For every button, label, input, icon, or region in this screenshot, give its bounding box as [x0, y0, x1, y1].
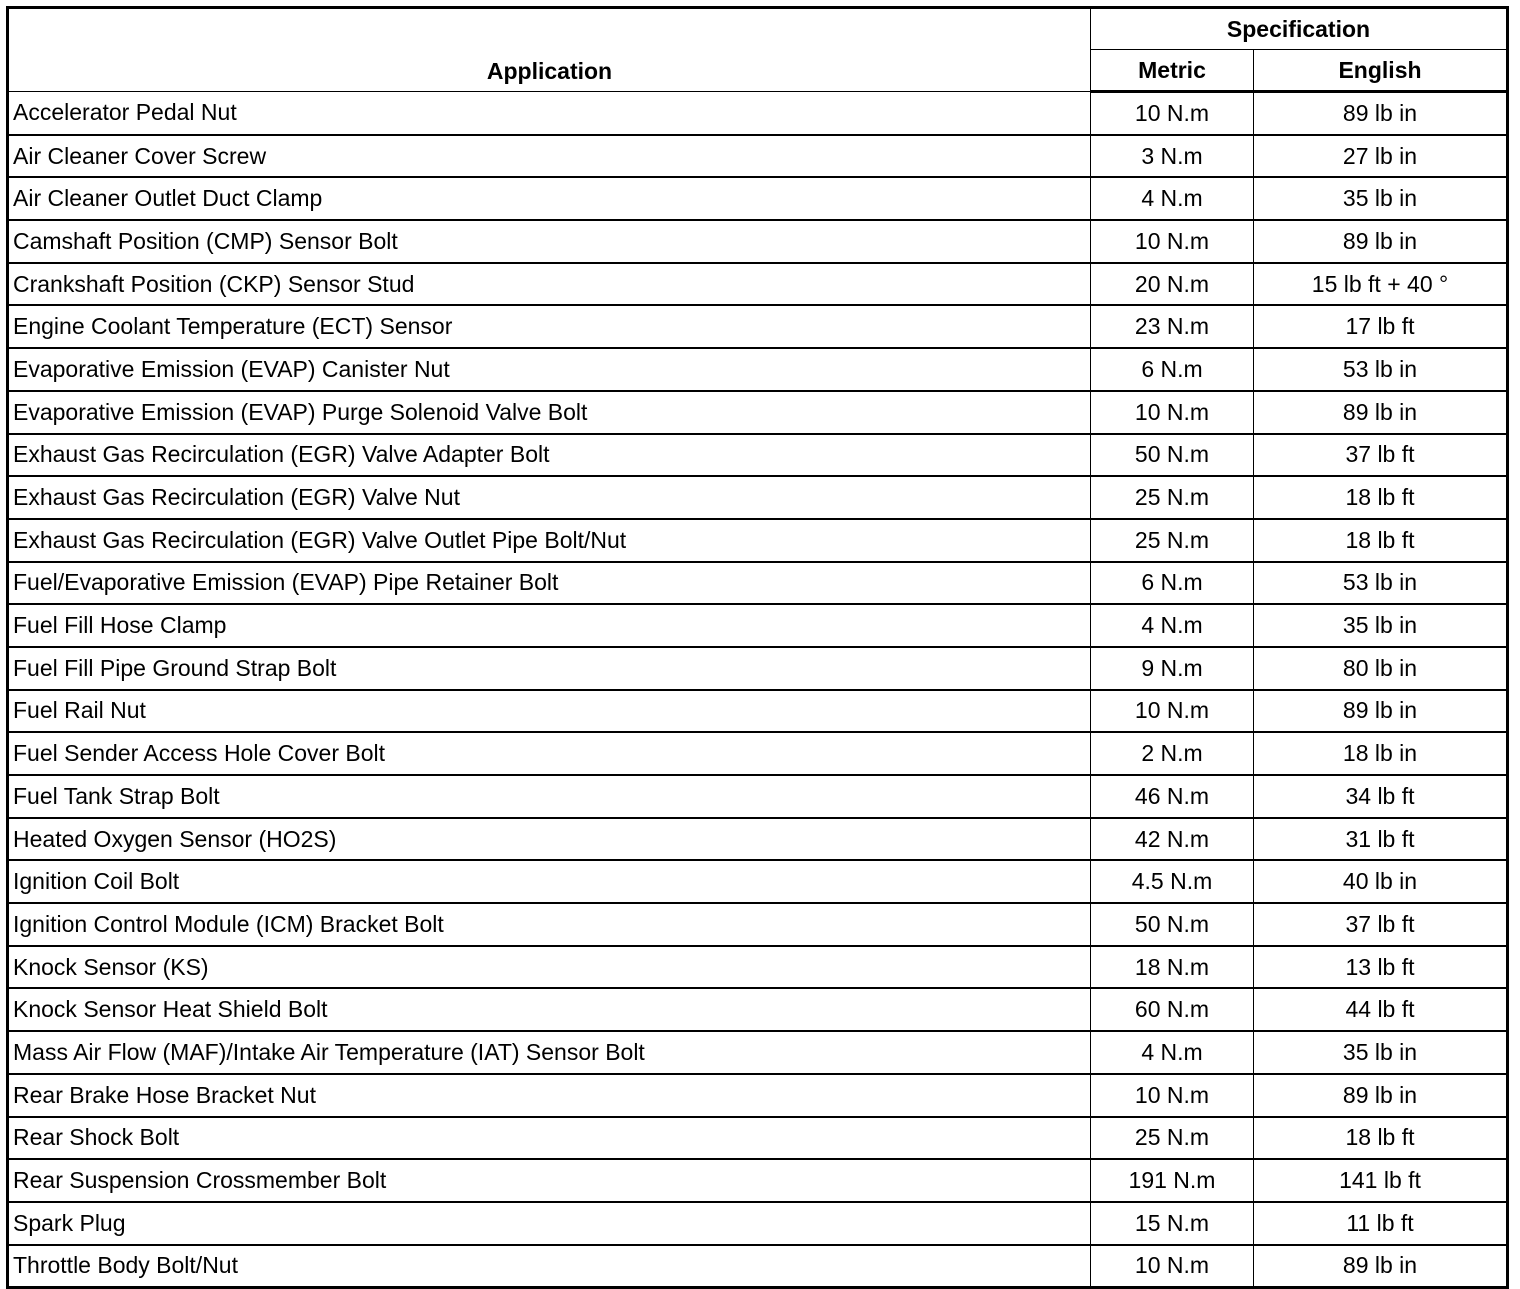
cell-application: Rear Brake Hose Bracket Nut [8, 1074, 1091, 1117]
cell-english: 17 lb ft [1254, 305, 1508, 348]
cell-metric: 60 N.m [1091, 988, 1254, 1031]
table-row [8, 1074, 1508, 1117]
cell-application: Engine Coolant Temperature (ECT) Sensor [8, 305, 1091, 348]
cell-metric: 10 N.m [1091, 690, 1254, 733]
cell-metric: 4 N.m [1091, 1031, 1254, 1074]
cell-english: 35 lb in [1254, 1031, 1508, 1074]
table-row [8, 305, 1508, 348]
table-row [8, 1159, 1508, 1202]
table-row [8, 732, 1508, 775]
cell-application: Spark Plug [8, 1202, 1091, 1245]
cell-metric: 4 N.m [1091, 177, 1254, 220]
cell-metric: 4.5 N.m [1091, 860, 1254, 903]
cell-application: Heated Oxygen Sensor (HO2S) [8, 818, 1091, 861]
cell-metric: 10 N.m [1091, 92, 1254, 135]
cell-english: 31 lb ft [1254, 818, 1508, 861]
table-row [8, 775, 1508, 818]
cell-metric: 3 N.m [1091, 135, 1254, 178]
cell-metric: 2 N.m [1091, 732, 1254, 775]
column-header-english: English [1254, 50, 1508, 92]
cell-application: Rear Shock Bolt [8, 1117, 1091, 1160]
cell-english: 13 lb ft [1254, 946, 1508, 989]
cell-english: 34 lb ft [1254, 775, 1508, 818]
table-row [8, 1031, 1508, 1074]
cell-english: 35 lb in [1254, 177, 1508, 220]
cell-metric: 25 N.m [1091, 519, 1254, 562]
table-row [8, 177, 1508, 220]
cell-english: 18 lb ft [1254, 1117, 1508, 1160]
cell-application: Fuel/Evaporative Emission (EVAP) Pipe Retainer Bolt [8, 562, 1091, 605]
cell-application: Camshaft Position (CMP) Sensor Bolt [8, 220, 1091, 263]
cell-english: 141 lb ft [1254, 1159, 1508, 1202]
column-header-application: Application [8, 8, 1091, 92]
cell-application: Fuel Tank Strap Bolt [8, 775, 1091, 818]
table-row [8, 434, 1508, 477]
cell-english: 89 lb in [1254, 92, 1508, 135]
table-row [8, 946, 1508, 989]
table-row [8, 903, 1508, 946]
cell-english: 80 lb in [1254, 647, 1508, 690]
column-header-metric: Metric [1091, 50, 1254, 92]
cell-application: Fuel Fill Hose Clamp [8, 604, 1091, 647]
table-row [8, 135, 1508, 178]
cell-application: Accelerator Pedal Nut [8, 92, 1091, 135]
header-row-specification [8, 8, 1508, 50]
table-row [8, 92, 1508, 135]
cell-english: 18 lb ft [1254, 519, 1508, 562]
cell-application: Exhaust Gas Recirculation (EGR) Valve Adapter Bolt [8, 434, 1091, 477]
cell-application: Ignition Control Module (ICM) Bracket Bolt [8, 903, 1091, 946]
cell-english: 37 lb ft [1254, 903, 1508, 946]
table-row [8, 391, 1508, 434]
cell-metric: 50 N.m [1091, 434, 1254, 477]
cell-application: Air Cleaner Cover Screw [8, 135, 1091, 178]
cell-application: Knock Sensor (KS) [8, 946, 1091, 989]
cell-application: Knock Sensor Heat Shield Bolt [8, 988, 1091, 1031]
cell-metric: 10 N.m [1091, 391, 1254, 434]
cell-metric: 15 N.m [1091, 1202, 1254, 1245]
cell-english: 89 lb in [1254, 220, 1508, 263]
cell-application: Fuel Rail Nut [8, 690, 1091, 733]
cell-application: Exhaust Gas Recirculation (EGR) Valve Outlet Pipe Bolt/Nut [8, 519, 1091, 562]
cell-application: Evaporative Emission (EVAP) Canister Nut [8, 348, 1091, 391]
cell-english: 89 lb in [1254, 1245, 1508, 1288]
table-row [8, 860, 1508, 903]
column-group-header-specification: Specification [1091, 8, 1508, 50]
table-row [8, 519, 1508, 562]
cell-english: 15 lb ft + 40 ° [1254, 263, 1508, 306]
cell-application: Fuel Sender Access Hole Cover Bolt [8, 732, 1091, 775]
cell-application: Fuel Fill Pipe Ground Strap Bolt [8, 647, 1091, 690]
cell-english: 53 lb in [1254, 348, 1508, 391]
cell-english: 18 lb in [1254, 732, 1508, 775]
table-row [8, 1202, 1508, 1245]
fastener-spec-table [6, 6, 1509, 1289]
cell-english: 11 lb ft [1254, 1202, 1508, 1245]
cell-english: 89 lb in [1254, 391, 1508, 434]
cell-english: 44 lb ft [1254, 988, 1508, 1031]
cell-english: 35 lb in [1254, 604, 1508, 647]
cell-metric: 6 N.m [1091, 562, 1254, 605]
cell-metric: 25 N.m [1091, 476, 1254, 519]
table-row [8, 348, 1508, 391]
cell-metric: 23 N.m [1091, 305, 1254, 348]
table-row [8, 690, 1508, 733]
cell-english: 40 lb in [1254, 860, 1508, 903]
cell-application: Mass Air Flow (MAF)/Intake Air Temperature (IAT) Sensor Bolt [8, 1031, 1091, 1074]
cell-metric: 42 N.m [1091, 818, 1254, 861]
cell-english: 89 lb in [1254, 1074, 1508, 1117]
cell-metric: 50 N.m [1091, 903, 1254, 946]
table-row [8, 1245, 1508, 1288]
cell-metric: 4 N.m [1091, 604, 1254, 647]
table-row [8, 220, 1508, 263]
cell-application: Throttle Body Bolt/Nut [8, 1245, 1091, 1288]
cell-metric: 191 N.m [1091, 1159, 1254, 1202]
cell-english: 18 lb ft [1254, 476, 1508, 519]
cell-metric: 18 N.m [1091, 946, 1254, 989]
cell-application: Evaporative Emission (EVAP) Purge Solenoid Valve Bolt [8, 391, 1091, 434]
cell-metric: 10 N.m [1091, 1074, 1254, 1117]
cell-application: Air Cleaner Outlet Duct Clamp [8, 177, 1091, 220]
cell-english: 53 lb in [1254, 562, 1508, 605]
cell-metric: 46 N.m [1091, 775, 1254, 818]
cell-application: Rear Suspension Crossmember Bolt [8, 1159, 1091, 1202]
cell-metric: 6 N.m [1091, 348, 1254, 391]
cell-application: Crankshaft Position (CKP) Sensor Stud [8, 263, 1091, 306]
cell-english: 37 lb ft [1254, 434, 1508, 477]
cell-metric: 25 N.m [1091, 1117, 1254, 1160]
table-row [8, 1117, 1508, 1160]
table-row [8, 647, 1508, 690]
cell-english: 27 lb in [1254, 135, 1508, 178]
cell-metric: 10 N.m [1091, 1245, 1254, 1288]
cell-metric: 20 N.m [1091, 263, 1254, 306]
cell-application: Exhaust Gas Recirculation (EGR) Valve Nut [8, 476, 1091, 519]
table-row [8, 476, 1508, 519]
table-header [8, 8, 1508, 92]
cell-english: 89 lb in [1254, 690, 1508, 733]
table-row [8, 263, 1508, 306]
table-row [8, 818, 1508, 861]
table-row [8, 988, 1508, 1031]
cell-metric: 10 N.m [1091, 220, 1254, 263]
table-row [8, 604, 1508, 647]
cell-application: Ignition Coil Bolt [8, 860, 1091, 903]
table-row [8, 562, 1508, 605]
table-body [8, 92, 1508, 1288]
cell-metric: 9 N.m [1091, 647, 1254, 690]
